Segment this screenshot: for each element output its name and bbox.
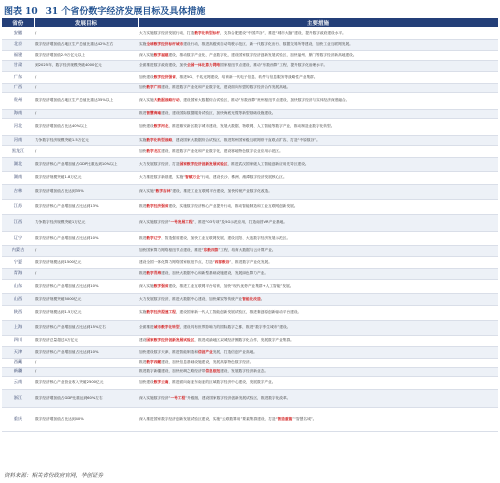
highlight-text: 数字吉林: [155, 189, 171, 194]
table-row: [2, 367, 498, 376]
highlight-text: 数字化转型战略: [146, 137, 173, 142]
table-row: [2, 109, 498, 118]
province-cell: 湖北: [2, 157, 34, 171]
figure-number: 图表 10: [4, 6, 38, 17]
province-cell: 四川: [2, 335, 34, 346]
province-cell: 陕西: [2, 305, 34, 320]
table-row: [2, 346, 498, 358]
measures-cell: 推进数字新疆建设，加快丝绸之路经济带信息枢纽建设，发展数字经济新业态。: [138, 367, 498, 376]
goal-cell: 数字经济规模达到1.5万亿元: [34, 305, 138, 320]
goal-cell: 数字经济规模突破1.8万亿元: [34, 171, 138, 184]
goal-cell: /: [34, 109, 138, 118]
measures-cell: 深入实施数字强省建设，推进工业互联网平台培育，加快“现代优势产业集群+人工智能”发展。: [138, 279, 498, 293]
goal-cell: /: [34, 145, 138, 157]
goal-cell: 数字经济规模突破5000亿元: [34, 293, 138, 305]
highlight-text: 数字河北: [153, 124, 169, 129]
measures-cell: 推进数字西藏建设，加快信息基础设施建设，发展高原特色数字经济。: [138, 358, 498, 367]
header-goal: 发展目标: [34, 18, 138, 27]
measures-cell: 深入实施数字福建建设，推动数字产业化、产业数字化，建设国家数字经济创新发展试验区，加快福州、厦门等数字经济新高地建设。: [138, 50, 498, 60]
province-cell: 黑龙江: [2, 145, 34, 157]
table-row: [2, 279, 498, 293]
table-row: [2, 60, 498, 71]
measures-cell: 深入实施数字经济“一号工程”升级版，建设国家数字经济创新发展试验区，推进数字化改革。: [138, 389, 498, 407]
highlight-text: 一号工程: [170, 395, 186, 400]
highlight-text: 一号发展工程: [170, 220, 193, 225]
table-row: [2, 335, 498, 346]
figure-title-text: 31 个省份数字经济发展目标及具体措施: [45, 6, 206, 17]
province-cell: 山东: [2, 279, 34, 293]
table-row: [2, 135, 498, 145]
measures-cell: 加快建设数字经济强省，推进5G、千兆光网建设，培育新一代电子信息、软件与信息服务等战略性产业集群。: [138, 71, 498, 83]
goal-cell: 数字经济增加值占比达40%以上: [34, 118, 138, 135]
goal-cell: 数字经济核心产业增加值占比达到13%: [34, 199, 138, 214]
province-cell: 宁夏: [2, 256, 34, 268]
province-cell: 上海: [2, 320, 34, 335]
goal-cell: 数字经济核心产业增加值占比达到10%: [34, 346, 138, 358]
province-cell: 安徽: [2, 27, 34, 39]
province-cell: 福建: [2, 50, 34, 60]
measures-cell: 加快国家算力网络枢纽节点建设，推进“东数西算”工程，培育大数据与云计算产业。: [138, 245, 498, 256]
table-header-row: [2, 18, 498, 27]
table-row: [2, 50, 498, 60]
province-cell: 山西: [2, 293, 34, 305]
measures-cell: 深入实施大数据战略行动，建设国家大数据综合试验区，推动“东数西算”贵州枢纽节点建设，加快数字经济与实体经济深度融合。: [138, 92, 498, 109]
province-cell: 广东: [2, 71, 34, 83]
table-row: [2, 376, 498, 389]
province-cell: 河北: [2, 118, 34, 135]
highlight-text: 数字福建: [153, 52, 169, 57]
province-cell: 海南: [2, 109, 34, 118]
table-row: [2, 27, 498, 39]
province-cell: 重庆: [2, 407, 34, 431]
highlight-text: 数字辽宁: [146, 235, 162, 240]
goal-cell: 数字经济核心产业增加值占GDP比重达到10%以上: [34, 157, 138, 171]
goal-cell: 到2025年，数字经济规模突破4000亿元: [34, 60, 138, 71]
table-row: [2, 320, 498, 335]
highlight-text: 信创产业: [198, 349, 213, 354]
goal-cell: 数字经济增加值2.9万亿元以上: [34, 50, 138, 60]
measures-cell: 全面推进数字政府建设，加快全国一体化算力网络国家枢纽节点建设，推动“东数西算”工程，提升数字化治理水平。: [138, 60, 498, 71]
table-body: [2, 27, 498, 431]
measures-cell: 深入推进国家数字经济创新发展试验区建设，实施“云联数算用”要素集群建设，打造“智造重镇”“智慧名城”。: [138, 407, 498, 431]
highlight-text: 数字化转型标杆: [194, 30, 221, 35]
highlight-text: 西部数谷: [214, 259, 230, 264]
measures-cell: 大力实施数字经济发展行动，打造数字化转型标杆，支持合肥建设“中国声谷”，推进“城市大脑”建设，提升数字政府建设水平。: [138, 27, 498, 39]
province-cell: 吉林: [2, 184, 34, 199]
measures-cell: 建设全国一体化算力网络国家枢纽节点，打造“西部数谷”，推进数字产业化发展。: [138, 256, 498, 268]
province-cell: 浙江: [2, 389, 34, 407]
highlight-text: 数字青海: [146, 271, 162, 276]
highlight-text: 智能化改造: [242, 296, 261, 301]
goal-cell: 力争数字经济规模突破1万亿元: [34, 214, 138, 231]
province-cell: 广西: [2, 83, 34, 92]
goal-cell: /: [34, 83, 138, 92]
measures-cell: 大力发展数字经济，打造国家数字经济创新发展试验区，推进武汉国家级人工智能创新应用先导区建设。: [138, 157, 498, 171]
measures-cell: 推进数字经济强省建设，实施数字经济核心产业提升行动，推动智能制造和工业互联网创新发展。: [138, 199, 498, 214]
measures-cell: 推进数字辽宁、智造强省建设，加快工业互联网发展，建设沈阳、大连数字经济发展示范区。: [138, 231, 498, 245]
goal-cell: 数字经济核心产业增加值占比达到15%左右: [34, 320, 138, 335]
table-row: [2, 358, 498, 367]
table-row: [2, 293, 498, 305]
measures-cell: 加快建设数字河北，推进雄安新区数字城市建设，发展大数据、物联网、人工智能等数字产业，推动制造业数字化转型。: [138, 118, 498, 135]
measures-cell: 大力推进数字新基建，实施“智赋万企”行动，建设长沙、株洲、湘潭数字经济发展核心区。: [138, 171, 498, 184]
goal-cell: 数字经济增加值占地区生产总值比重达42%左右: [34, 39, 138, 50]
table-row: [2, 268, 498, 279]
goal-cell: 力争数字经济规模突破1.5万亿元: [34, 135, 138, 145]
highlight-text: 国家数字经济创新发展试验区: [146, 338, 195, 343]
highlight-text: 数字云南: [153, 380, 169, 385]
header-measures: 主要措施: [138, 18, 498, 27]
table-row: [2, 39, 498, 50]
table-row: [2, 245, 498, 256]
table-row: [2, 199, 498, 214]
highlight-text: 数字广西: [146, 85, 162, 90]
highlight-text: 数字经济提速工程: [146, 310, 176, 315]
table-row: [2, 214, 498, 231]
highlight-text: 大数据战略行动: [153, 98, 180, 103]
table-row: [2, 83, 498, 92]
measures-cell: 加快建设数字云南，推进面向南亚东南亚的区域数字经济中心建设，发展数字产业。: [138, 376, 498, 389]
highlight-text: 城市数字化转型: [153, 325, 180, 330]
table-row: [2, 305, 498, 320]
province-cell: 天津: [2, 346, 34, 358]
goal-cell: 数字经济总量超过4万亿元: [34, 335, 138, 346]
province-cell: 湖南: [2, 171, 34, 184]
table-row: [2, 157, 498, 171]
measures-cell: 深入实施“数字吉林”建设，推进工业互联网平台建设，加快传统产业数字化改造。: [138, 184, 498, 199]
table-row: [2, 231, 498, 245]
goal-cell: 数字经济核心产业增加值占比达到10%: [34, 279, 138, 293]
figure-title: [4, 3, 496, 17]
table-row: [2, 118, 498, 135]
table-row: [2, 256, 498, 268]
highlight-text: 数字强省: [153, 283, 169, 288]
highlight-text: 智造重镇: [277, 416, 293, 421]
goal-cell: 数字经济核心产业营业收入突破2500亿元: [34, 376, 138, 389]
province-cell: 辽宁: [2, 231, 34, 245]
goal-cell: 数字经济增加值占比达到35%: [34, 184, 138, 199]
goal-cell: /: [34, 27, 138, 39]
goal-cell: /: [34, 245, 138, 256]
goal-cell: 数字经济增加值占比达到40%: [34, 407, 138, 431]
province-cell: 云南: [2, 376, 34, 389]
goal-cell: 数字经济规模达到1500亿元: [34, 256, 138, 268]
highlight-text: 数字龙江: [146, 148, 162, 153]
highlight-text: 智赋万企: [185, 175, 200, 180]
province-cell: 北京: [2, 39, 34, 50]
table-row: [2, 184, 498, 199]
table-row: [2, 407, 498, 431]
measures-cell: 推进智慧海南建设，建设国际数据服务试验区，加快海底光缆等新型基础设施建设。: [138, 109, 498, 118]
goal-cell: 数字经济核心产业增加值占比达到10%: [34, 231, 138, 245]
highlight-text: 信息枢纽: [205, 369, 221, 374]
measures-cell: 建设国家数字经济创新发展试验区，推进成渝地区双城经济圈数字化合作，发展数字产业集群。: [138, 335, 498, 346]
table-row: [2, 92, 498, 109]
measures-cell: 加快建设数字天津，推进智能制造和信创产业发展，打造信创产业高地。: [138, 346, 498, 358]
measures-cell: 实施全球数字经济标杆城市建设行动，推进高级别自动驾驶示范区、新一代数字化出行、数据交易所等建设，加快工业互联网发展。: [138, 39, 498, 50]
highlight-text: 全球数字经济标杆城市: [146, 42, 184, 47]
table-row: [2, 389, 498, 407]
province-cell: 西藏: [2, 358, 34, 367]
goal-cell: /: [34, 268, 138, 279]
province-cell: 青海: [2, 268, 34, 279]
province-cell: 新疆: [2, 367, 34, 376]
province-cell: 江苏: [2, 199, 34, 214]
province-cell: 江西: [2, 214, 34, 231]
highlight-text: 数字经济强省: [153, 74, 176, 79]
measures-cell: 推进数字青海建设，加快大数据中心和新型基础设施建设，发展绿色算力产业。: [138, 268, 498, 279]
measures-cell: 深入实施数字经济“一号发展工程”，推进“03专项”及5G示范应用，打造南昌VR产业基地。: [138, 214, 498, 231]
province-cell: 贵州: [2, 92, 34, 109]
goal-cell: 数字经济增加值占GDP比重达到60%左右: [34, 389, 138, 407]
highlight-text: 全国一体化算力网络: [186, 63, 221, 68]
highlight-text: 智慧海南: [146, 111, 162, 116]
source-note: 资料来源：相关省份政府官网，华创证券: [4, 473, 104, 479]
highlight-text: 数字西藏: [146, 360, 162, 365]
measures-cell: 加快数字广西建设，推进数字产业化和产业数字化，建设面向东盟的数字经济合作发展高地。: [138, 83, 498, 92]
measures-cell: 实施数字化转型战略，建设国家大数据综合试验区，推进郑州国家级互联网骨干直联点扩容，打造“中原数谷”。: [138, 135, 498, 145]
highlight-text: 数字经济强省: [146, 204, 169, 209]
header-province: 省份: [2, 18, 34, 27]
province-cell: 甘肃: [2, 60, 34, 71]
table-row: [2, 71, 498, 83]
measures-cell: 加快数字龙江建设，推进数字产业化和产业数字化，建设寒地特色数字农业应用示范区。: [138, 145, 498, 157]
highlight-text: 东数西算: [203, 248, 219, 253]
goal-cell: /: [34, 367, 138, 376]
measures-cell: 全面推进城市数字化转型，建设具有世界影响力的国际数字之都，推进“数字孪生城市”建设。: [138, 320, 498, 335]
goal-cell: 数字经济增加值占地区生产总值比重达35%以上: [34, 92, 138, 109]
goal-cell: /: [34, 71, 138, 83]
goal-cell: /: [34, 358, 138, 367]
province-cell: 河南: [2, 135, 34, 145]
measures-cell: 大力发展数字经济，推进大数据中心建设，加快煤炭等传统产业智能化改造。: [138, 293, 498, 305]
provinces-table: [2, 18, 499, 432]
province-cell: 内蒙古: [2, 245, 34, 256]
table-row: [2, 145, 498, 157]
table-row: [2, 171, 498, 184]
measures-cell: 实施数字经济提速工程，建设国家新一代人工智能创新发展试验区，推进秦创原创新驱动平台建设。: [138, 305, 498, 320]
highlight-text: 国家数字经济创新发展试验区: [179, 161, 228, 166]
